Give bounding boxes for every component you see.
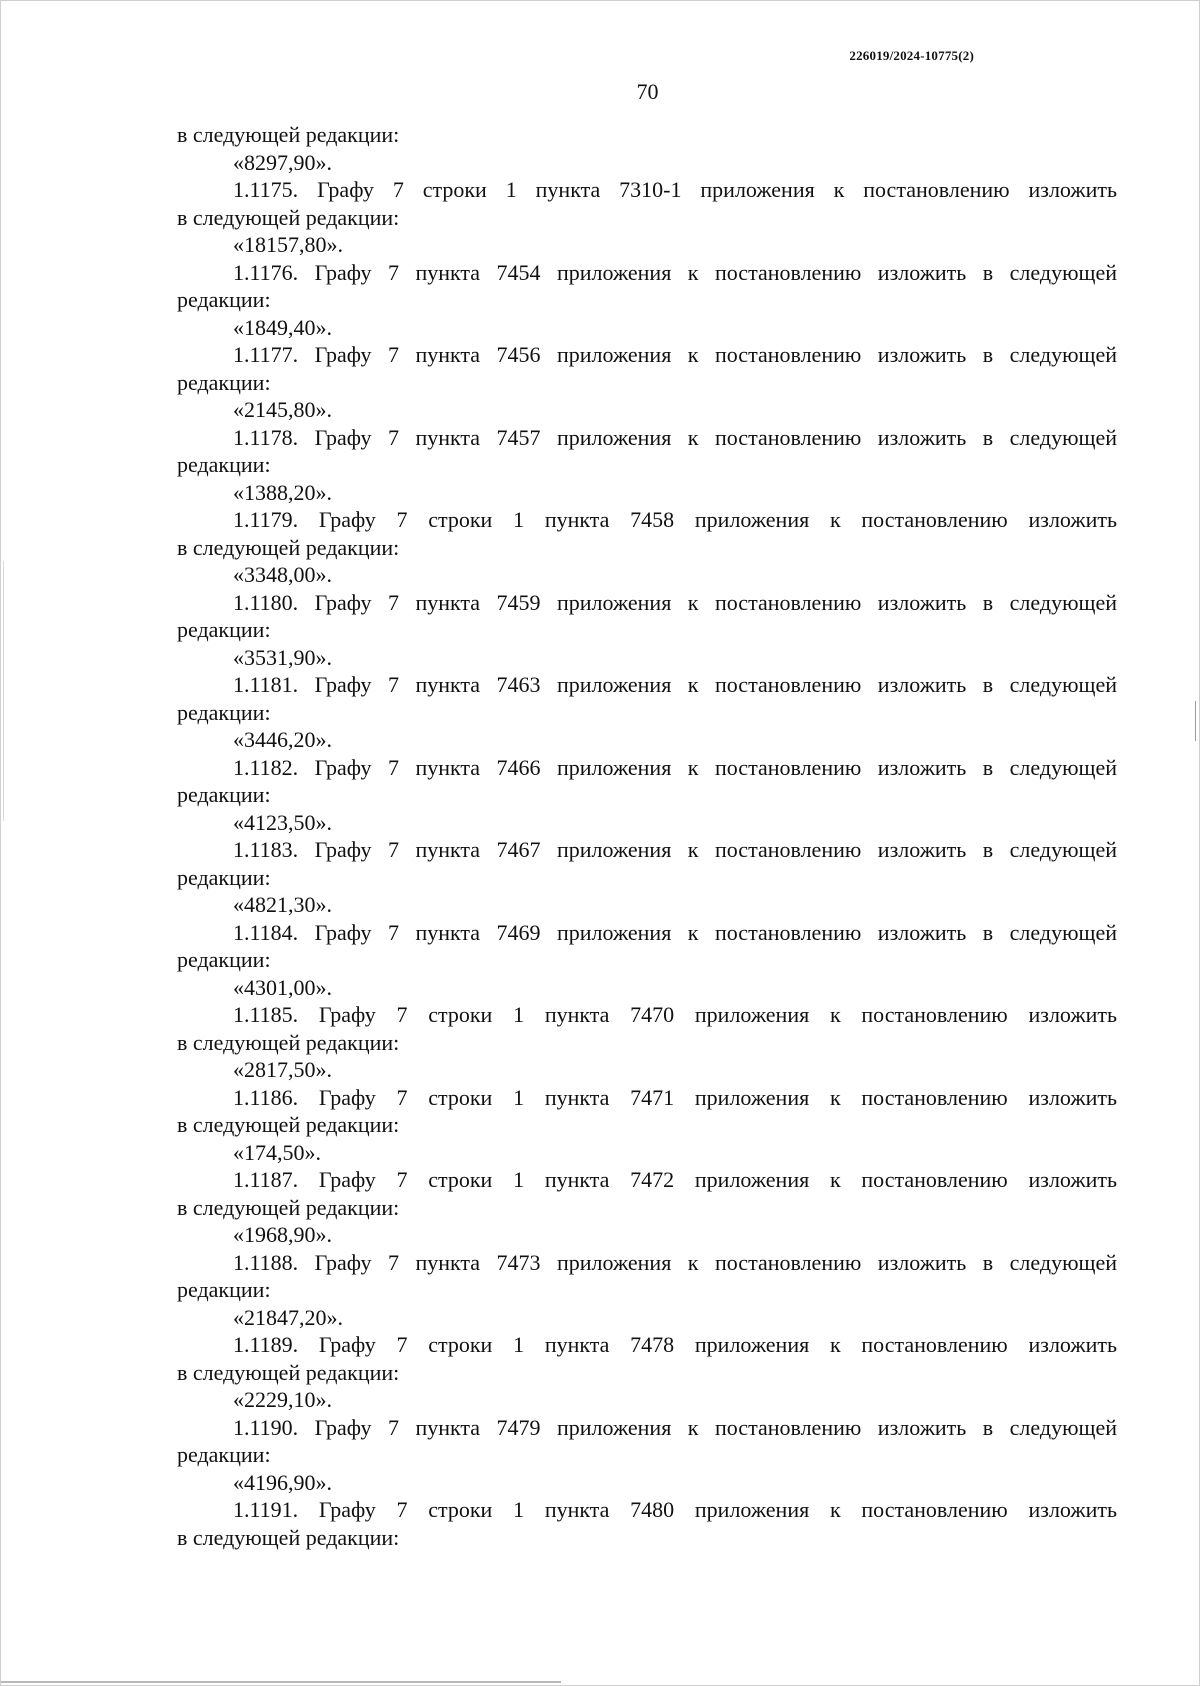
paragraph-first-line: 1.1187. Графу 7 строки 1 пункта 7472 приложения к постановлению изложить	[233, 1167, 1117, 1192]
paragraph-continuation-line: редакции:	[177, 947, 271, 972]
amendment-value: «18157,80».	[233, 232, 343, 257]
amendment-value: «1388,20».	[233, 479, 332, 505]
paragraph-continuation-line: редакции:	[177, 699, 271, 725]
paragraph-continuation-line: в следующей редакции:	[177, 122, 400, 147]
paragraph-continuation-line: в следующей редакции:	[177, 1029, 400, 1055]
paragraph-continuation-line: в следующей редакции:	[177, 1112, 400, 1137]
paragraph-first-line: 1.1184. Графу 7 пункта 7469 приложения к постановлению изложить в следующей	[233, 919, 1117, 945]
page-number: 70	[636, 79, 659, 104]
paragraph-first-line: 1.1175. Графу 7 строки 1 пункта 7310-1 приложения к постановлению изложить	[233, 177, 1117, 202]
amendment-value: «174,50».	[233, 1139, 321, 1165]
amendment-value: «2229,10».	[233, 1387, 332, 1412]
paragraph-continuation-line: редакции:	[177, 1442, 271, 1467]
amendment-value: «8297,90».	[233, 149, 332, 175]
amendment-value: «2145,80».	[233, 397, 332, 422]
paragraph-first-line: 1.1181. Графу 7 пункта 7463 приложения к постановлению изложить в следующей	[233, 672, 1117, 697]
paragraph-first-line: 1.1191. Графу 7 строки 1 пункта 7480 приложения к постановлению изложить	[233, 1497, 1117, 1522]
amendment-value: «1849,40».	[233, 314, 332, 340]
paragraph-first-line: 1.1176. Графу 7 пункта 7454 приложения к постановлению изложить в следующей	[233, 259, 1117, 285]
paragraph-first-line: 1.1182. Графу 7 пункта 7466 приложения к постановлению изложить в следующей	[233, 754, 1117, 780]
paragraph-continuation-line: в следующей редакции:	[177, 1524, 400, 1550]
paragraph-first-line: 1.1189. Графу 7 строки 1 пункта 7478 приложения к постановлению изложить	[233, 1332, 1117, 1357]
document-id: 226019/2024-10775(2)	[849, 48, 974, 63]
paragraph-continuation-line: в следующей редакции:	[177, 534, 400, 560]
paragraph-first-line: 1.1179. Графу 7 строки 1 пункта 7458 приложения к постановлению изложить	[233, 507, 1117, 532]
amendment-value: «3531,90».	[233, 644, 332, 670]
amendment-value: «2817,50».	[233, 1057, 332, 1082]
paragraph-first-line: 1.1177. Графу 7 пункта 7456 приложения к постановлению изложить в следующей	[233, 342, 1117, 367]
paragraph-first-line: 1.1188. Графу 7 пункта 7473 приложения к постановлению изложить в следующей	[233, 1249, 1117, 1275]
amendment-value: «3446,20».	[233, 727, 332, 752]
scan-edge-mark-right	[1195, 701, 1196, 741]
paragraph-first-line: 1.1186. Графу 7 строки 1 пункта 7471 приложения к постановлению изложить	[233, 1084, 1117, 1110]
paragraph-continuation-line: редакции:	[177, 452, 271, 477]
paragraph-continuation-line: редакции:	[177, 287, 271, 312]
document-body	[177, 121, 1117, 1551]
paragraph-first-line: 1.1178. Графу 7 пункта 7457 приложения к постановлению изложить в следующей	[233, 424, 1117, 450]
paragraph-continuation-line: редакции:	[177, 864, 271, 890]
amendment-value: «4123,50».	[233, 809, 332, 835]
paragraph-continuation-line: редакции:	[177, 617, 271, 642]
paragraph-first-line: 1.1183. Графу 7 пункта 7467 приложения к постановлению изложить в следующей	[233, 837, 1117, 862]
amendment-value: «4301,00».	[233, 974, 332, 1000]
amendment-value: «4821,30».	[233, 892, 332, 917]
paragraph-continuation-line: в следующей редакции:	[177, 1194, 400, 1220]
paragraph-continuation-line: редакции:	[177, 1277, 271, 1302]
paragraph-continuation-line: в следующей редакции:	[177, 204, 400, 230]
paragraph-continuation-line: редакции:	[177, 369, 271, 395]
scan-edge-mark-left	[3, 561, 4, 821]
amendment-value: «21847,20».	[233, 1304, 343, 1330]
paragraph-first-line: 1.1180. Графу 7 пункта 7459 приложения к постановлению изложить в следующей	[233, 589, 1117, 615]
scan-edge-mark-bottom	[1, 1681, 561, 1683]
paragraph-first-line: 1.1190. Графу 7 пункта 7479 приложения к постановлению изложить в следующей	[233, 1414, 1117, 1440]
paragraph-first-line: 1.1185. Графу 7 строки 1 пункта 7470 приложения к постановлению изложить	[233, 1002, 1117, 1027]
paragraph-continuation-line: в следующей редакции:	[177, 1359, 400, 1385]
amendment-value: «1968,90».	[233, 1222, 332, 1247]
amendment-value: «3348,00».	[233, 562, 332, 587]
paragraph-continuation-line: редакции:	[177, 782, 271, 807]
amendment-value: «4196,90».	[233, 1469, 332, 1495]
